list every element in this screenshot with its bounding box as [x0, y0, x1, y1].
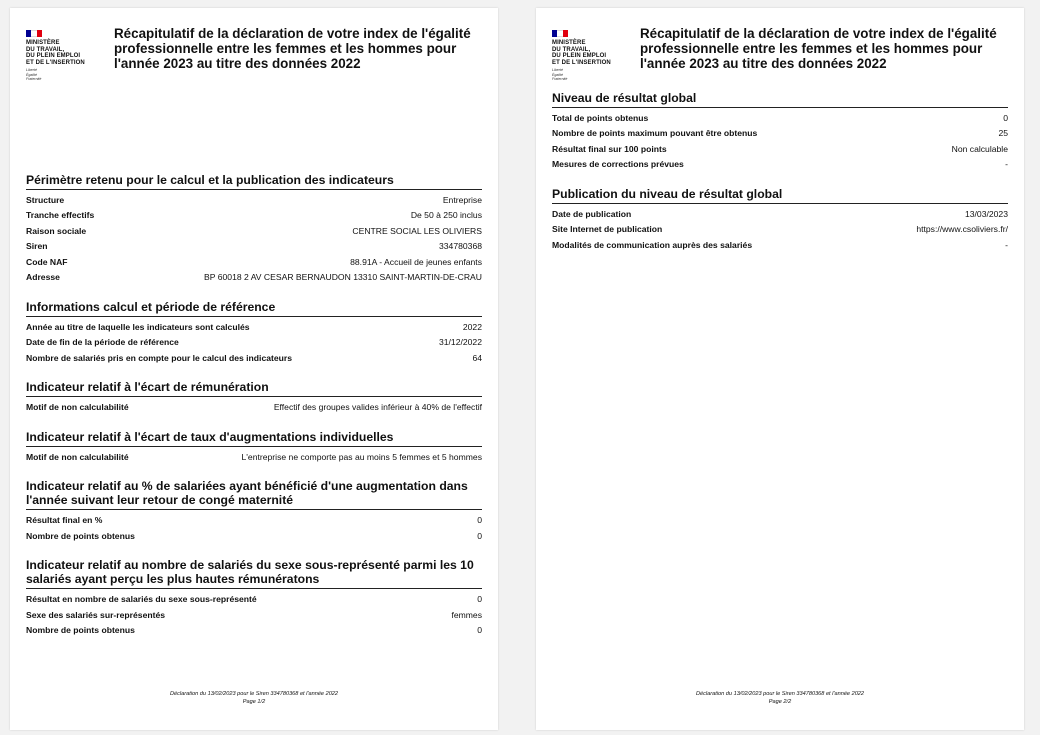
data-row: [26, 400, 482, 416]
ministry-line: DU PLEIN EMPLOI: [552, 53, 607, 60]
ministry-line: DU PLEIN EMPLOI: [26, 53, 81, 60]
row-label: Résultat en nombre de salariés du sexe sous-représenté: [26, 594, 257, 605]
data-row: [26, 270, 482, 286]
data-row: [26, 193, 482, 209]
row-label: Nombre de salariés pris en compte pour le calcul des indicateurs: [26, 352, 293, 363]
row-value: 0: [477, 515, 482, 526]
row-value: femmes: [451, 609, 482, 620]
row-label: Tranche effectifs: [26, 210, 95, 221]
row-value: De 50 à 250 inclus: [410, 210, 482, 221]
row-label: Nombre de points obtenus: [26, 530, 135, 541]
row-value: Effectif des groupes valides inférieur à 40% de l'effectif: [273, 402, 482, 413]
row-value: Non calculable: [951, 143, 1008, 154]
data-row: [26, 608, 482, 624]
ministry-line: MINISTÈRE: [552, 40, 586, 46]
row-label: Année au titre de laquelle les indicateurs sont calculés: [26, 321, 250, 332]
ministry-line: DU TRAVAIL,: [26, 46, 65, 53]
row-label: Total de points obtenus: [552, 112, 649, 123]
data-row: [26, 450, 482, 466]
section-perimetre: [26, 173, 482, 286]
data-row: [26, 351, 482, 367]
row-value: 2022: [462, 321, 482, 332]
row-label: Date de fin de la période de référence: [26, 337, 179, 348]
row-label: Raison sociale: [26, 225, 87, 236]
motto-line: Égalité: [26, 72, 37, 77]
data-row: [552, 157, 1008, 173]
footer-declaration: Déclaration du 13/02/2023 pour le Siren 334780368 et l'année 2022: [695, 691, 865, 697]
section-informations-calcul: [26, 300, 482, 367]
row-label: Site Internet de publication: [552, 224, 663, 235]
data-row: [552, 142, 1008, 158]
document-page-2: [536, 8, 1024, 730]
row-label: Siren: [26, 241, 48, 252]
row-value: -: [1005, 159, 1008, 170]
footer-page-number: Page 2/2: [768, 699, 792, 705]
data-row: [552, 207, 1008, 223]
section-title: Indicateur relatif à l'écart de rémunération: [26, 380, 482, 397]
data-row: [26, 335, 482, 351]
data-row: [552, 238, 1008, 254]
ministry-line: ET DE L'INSERTION: [26, 59, 85, 66]
publication-website-link[interactable]: https://www.csoliviers.fr/: [916, 224, 1008, 235]
section-title: Périmètre retenu pour le calcul et la publication des indicateurs: [26, 173, 482, 190]
data-row: [26, 623, 482, 639]
ministry-line: DU TRAVAIL,: [552, 46, 591, 53]
row-value: CENTRE SOCIAL LES OLIVIERS: [352, 225, 482, 236]
data-row: [26, 255, 482, 271]
row-value: 0: [477, 625, 482, 636]
ministry-line: MINISTÈRE: [26, 40, 60, 46]
row-value: 88.91A - Accueil de jeunes enfants: [350, 256, 482, 267]
motto-line: Fraternité: [552, 76, 568, 81]
row-label: Adresse: [26, 272, 60, 283]
data-row: [26, 592, 482, 608]
section-hautes-remunerations: [26, 558, 482, 639]
data-row: [26, 513, 482, 529]
data-row: [26, 224, 482, 240]
section-ecart-augmentations: [26, 430, 482, 466]
row-value: 13/03/2023: [964, 208, 1008, 219]
ministry-logo: [552, 26, 628, 81]
row-label: Sexe des salariés sur-représentés: [26, 609, 166, 620]
section-niveau-resultat: [552, 91, 1008, 173]
row-label: Nombre de points maximum pouvant être obtenus: [552, 128, 758, 139]
motto-line: Fraternité: [26, 76, 42, 81]
row-label: Résultat final sur 100 points: [552, 143, 667, 154]
page-title: Récapitulatif de la déclaration de votre index de l'égalité professionnelle entre les femmes et les hommes pour l'année 2023 au titre des données 2022: [640, 26, 997, 71]
section-title: Publication du niveau de résultat global: [552, 187, 1008, 204]
row-label: Motif de non calculabilité: [26, 451, 129, 462]
row-value: 334780368: [438, 241, 482, 252]
section-title: Niveau de résultat global: [552, 91, 1008, 108]
section-title: Indicateur relatif à l'écart de taux d'augmentations individuelles: [26, 430, 482, 447]
row-value: L'entreprise ne comporte pas au moins 5 femmes et 5 hommes: [241, 451, 482, 462]
row-label: Date de publication: [552, 208, 632, 219]
page-title: Récapitulatif de la déclaration de votre index de l'égalité professionnelle entre les femmes et les hommes pour l'année 2023 au titre des données 2022: [114, 26, 471, 71]
row-value: 64: [472, 352, 482, 363]
row-value: Entreprise: [442, 194, 482, 205]
row-label: Structure: [26, 194, 65, 205]
row-label: Modalités de communication auprès des salariés: [552, 239, 753, 250]
row-value: 0: [1003, 112, 1008, 123]
document-page-1: [10, 8, 498, 730]
row-value: -: [1005, 239, 1008, 250]
ministry-logo: [26, 26, 102, 81]
footer-page-number: Page 1/2: [242, 699, 266, 705]
data-row: [552, 111, 1008, 127]
data-row: [26, 208, 482, 224]
row-label: Motif de non calculabilité: [26, 402, 129, 413]
page-footer: [536, 690, 1024, 706]
section-publication: [552, 187, 1008, 254]
section-title: Indicateur relatif au nombre de salariés du sexe sous-représenté parmi les 10 salariés ayant perçu les plus hautes rémunératons: [26, 558, 482, 589]
section-title: Informations calcul et période de référence: [26, 300, 482, 317]
motto-line: Égalité: [552, 72, 563, 77]
ministry-line: ET DE L'INSERTION: [552, 59, 611, 66]
french-flag-icon: [26, 30, 42, 37]
data-row: [26, 529, 482, 545]
data-row: [552, 222, 1008, 238]
row-value: BP 60018 2 AV CESAR BERNAUDON 13310 SAINT-MARTIN-DE-CRAU: [204, 272, 482, 283]
row-value: 25: [998, 128, 1008, 139]
row-label: Code NAF: [26, 256, 68, 267]
section-title: Indicateur relatif au % de salariées ayant bénéficié d'une augmentation dans l'année suivant leur retour de congé maternité: [26, 479, 482, 510]
page-header: [552, 26, 1008, 81]
row-value: 0: [477, 594, 482, 605]
page-header: [26, 26, 482, 81]
french-flag-icon: [552, 30, 568, 37]
motto-line: Liberté: [552, 68, 563, 73]
row-label: Mesures de corrections prévues: [552, 159, 684, 170]
row-label: Résultat final en %: [26, 515, 103, 526]
data-row: [26, 239, 482, 255]
page-footer: [10, 690, 498, 706]
row-value: 31/12/2022: [438, 337, 482, 348]
data-row: [552, 126, 1008, 142]
row-value: 0: [477, 530, 482, 541]
data-row: [26, 320, 482, 336]
section-ecart-remuneration: [26, 380, 482, 416]
motto-line: Liberté: [26, 68, 37, 73]
row-label: Nombre de points obtenus: [26, 625, 135, 636]
section-conge-maternite: [26, 479, 482, 544]
footer-declaration: Déclaration du 13/02/2023 pour le Siren 334780368 et l'année 2022: [169, 691, 339, 697]
